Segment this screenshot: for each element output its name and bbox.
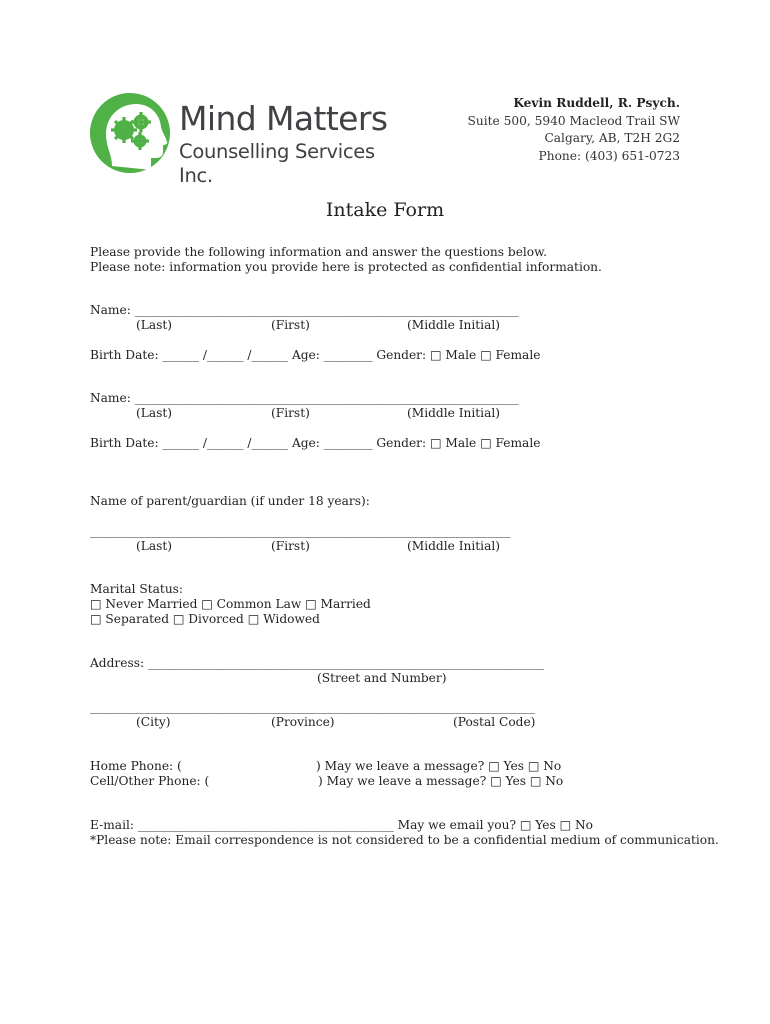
contact-block [468,95,680,165]
address-field[interactable]: Address: _________________________________________________________________ [90,656,545,670]
address-line-1: Suite 500, 5940 Macleod Trail SW [467,113,680,128]
home-phone-message-question[interactable]: ) May we leave a message? □ Yes □ No [316,759,562,773]
guardian-middle-caption: (Middle Initial) [407,539,500,553]
email-field[interactable]: E-mail: __________________________________________ May we email you? □ Yes □ No [90,818,593,832]
marital-status-label: Marital Status: [90,582,184,596]
client2-birth-age-gender[interactable]: Birth Date: ______ /______ /______ Age: ________ Gender: □ Male □ Female [90,436,541,450]
city-province-postal-field[interactable]: _________________________________________________________________________ [90,700,535,714]
logo-subtitle: Counselling Services Inc. [179,140,375,187]
client2-last-caption: (Last) [136,406,173,420]
address-line-2: Calgary, AB, T2H 2G2 [544,131,680,145]
logo-title: Mind Matters [179,99,388,138]
marital-options-row-1[interactable]: □ Never Married □ Common Law □ Married [90,597,371,611]
client1-middle-caption: (Middle Initial) [407,318,500,332]
intro-line-2: Please note: information you provide here is protected as confidential information. [90,260,602,274]
phone-number: Phone: (403) 651-0723 [538,148,680,163]
city-caption: (City) [136,715,171,729]
postal-code-caption: (Postal Code) [453,715,536,729]
client1-name-field[interactable]: Name: _______________________________________________________________ [90,303,519,317]
guardian-last-caption: (Last) [136,539,173,553]
guardian-label: Name of parent/guardian (if under 18 years): [90,494,370,508]
street-caption: (Street and Number) [317,671,447,685]
page-title: Intake Form [325,199,445,221]
client2-name-field[interactable]: Name: _______________________________________________________________ [90,391,519,405]
guardian-first-caption: (First) [271,539,310,553]
home-phone-label[interactable]: Home Phone: ( [90,759,182,773]
province-caption: (Province) [271,715,335,729]
intro-line-1: Please provide the following information and answer the questions below. [90,245,547,259]
practitioner-name: Kevin Ruddell, R. Psych. [513,96,680,110]
client2-first-caption: (First) [271,406,310,420]
email-confidentiality-note: *Please note: Email correspondence is not considered to be a confidential medium of communication. [90,833,719,847]
company-logo [90,92,400,187]
marital-options-row-2[interactable]: □ Separated □ Divorced □ Widowed [90,612,320,626]
client1-birth-age-gender[interactable]: Birth Date: ______ /______ /______ Age: ________ Gender: □ Male □ Female [90,348,541,362]
client1-first-caption: (First) [271,318,310,332]
cell-phone-message-question[interactable]: ) May we leave a message? □ Yes □ No [318,774,564,788]
guardian-name-field[interactable]: _____________________________________________________________________ [90,524,511,538]
client2-middle-caption: (Middle Initial) [407,406,500,420]
client1-last-caption: (Last) [136,318,173,332]
head-gears-icon [90,92,172,176]
cell-phone-label[interactable]: Cell/Other Phone: ( [90,774,210,788]
